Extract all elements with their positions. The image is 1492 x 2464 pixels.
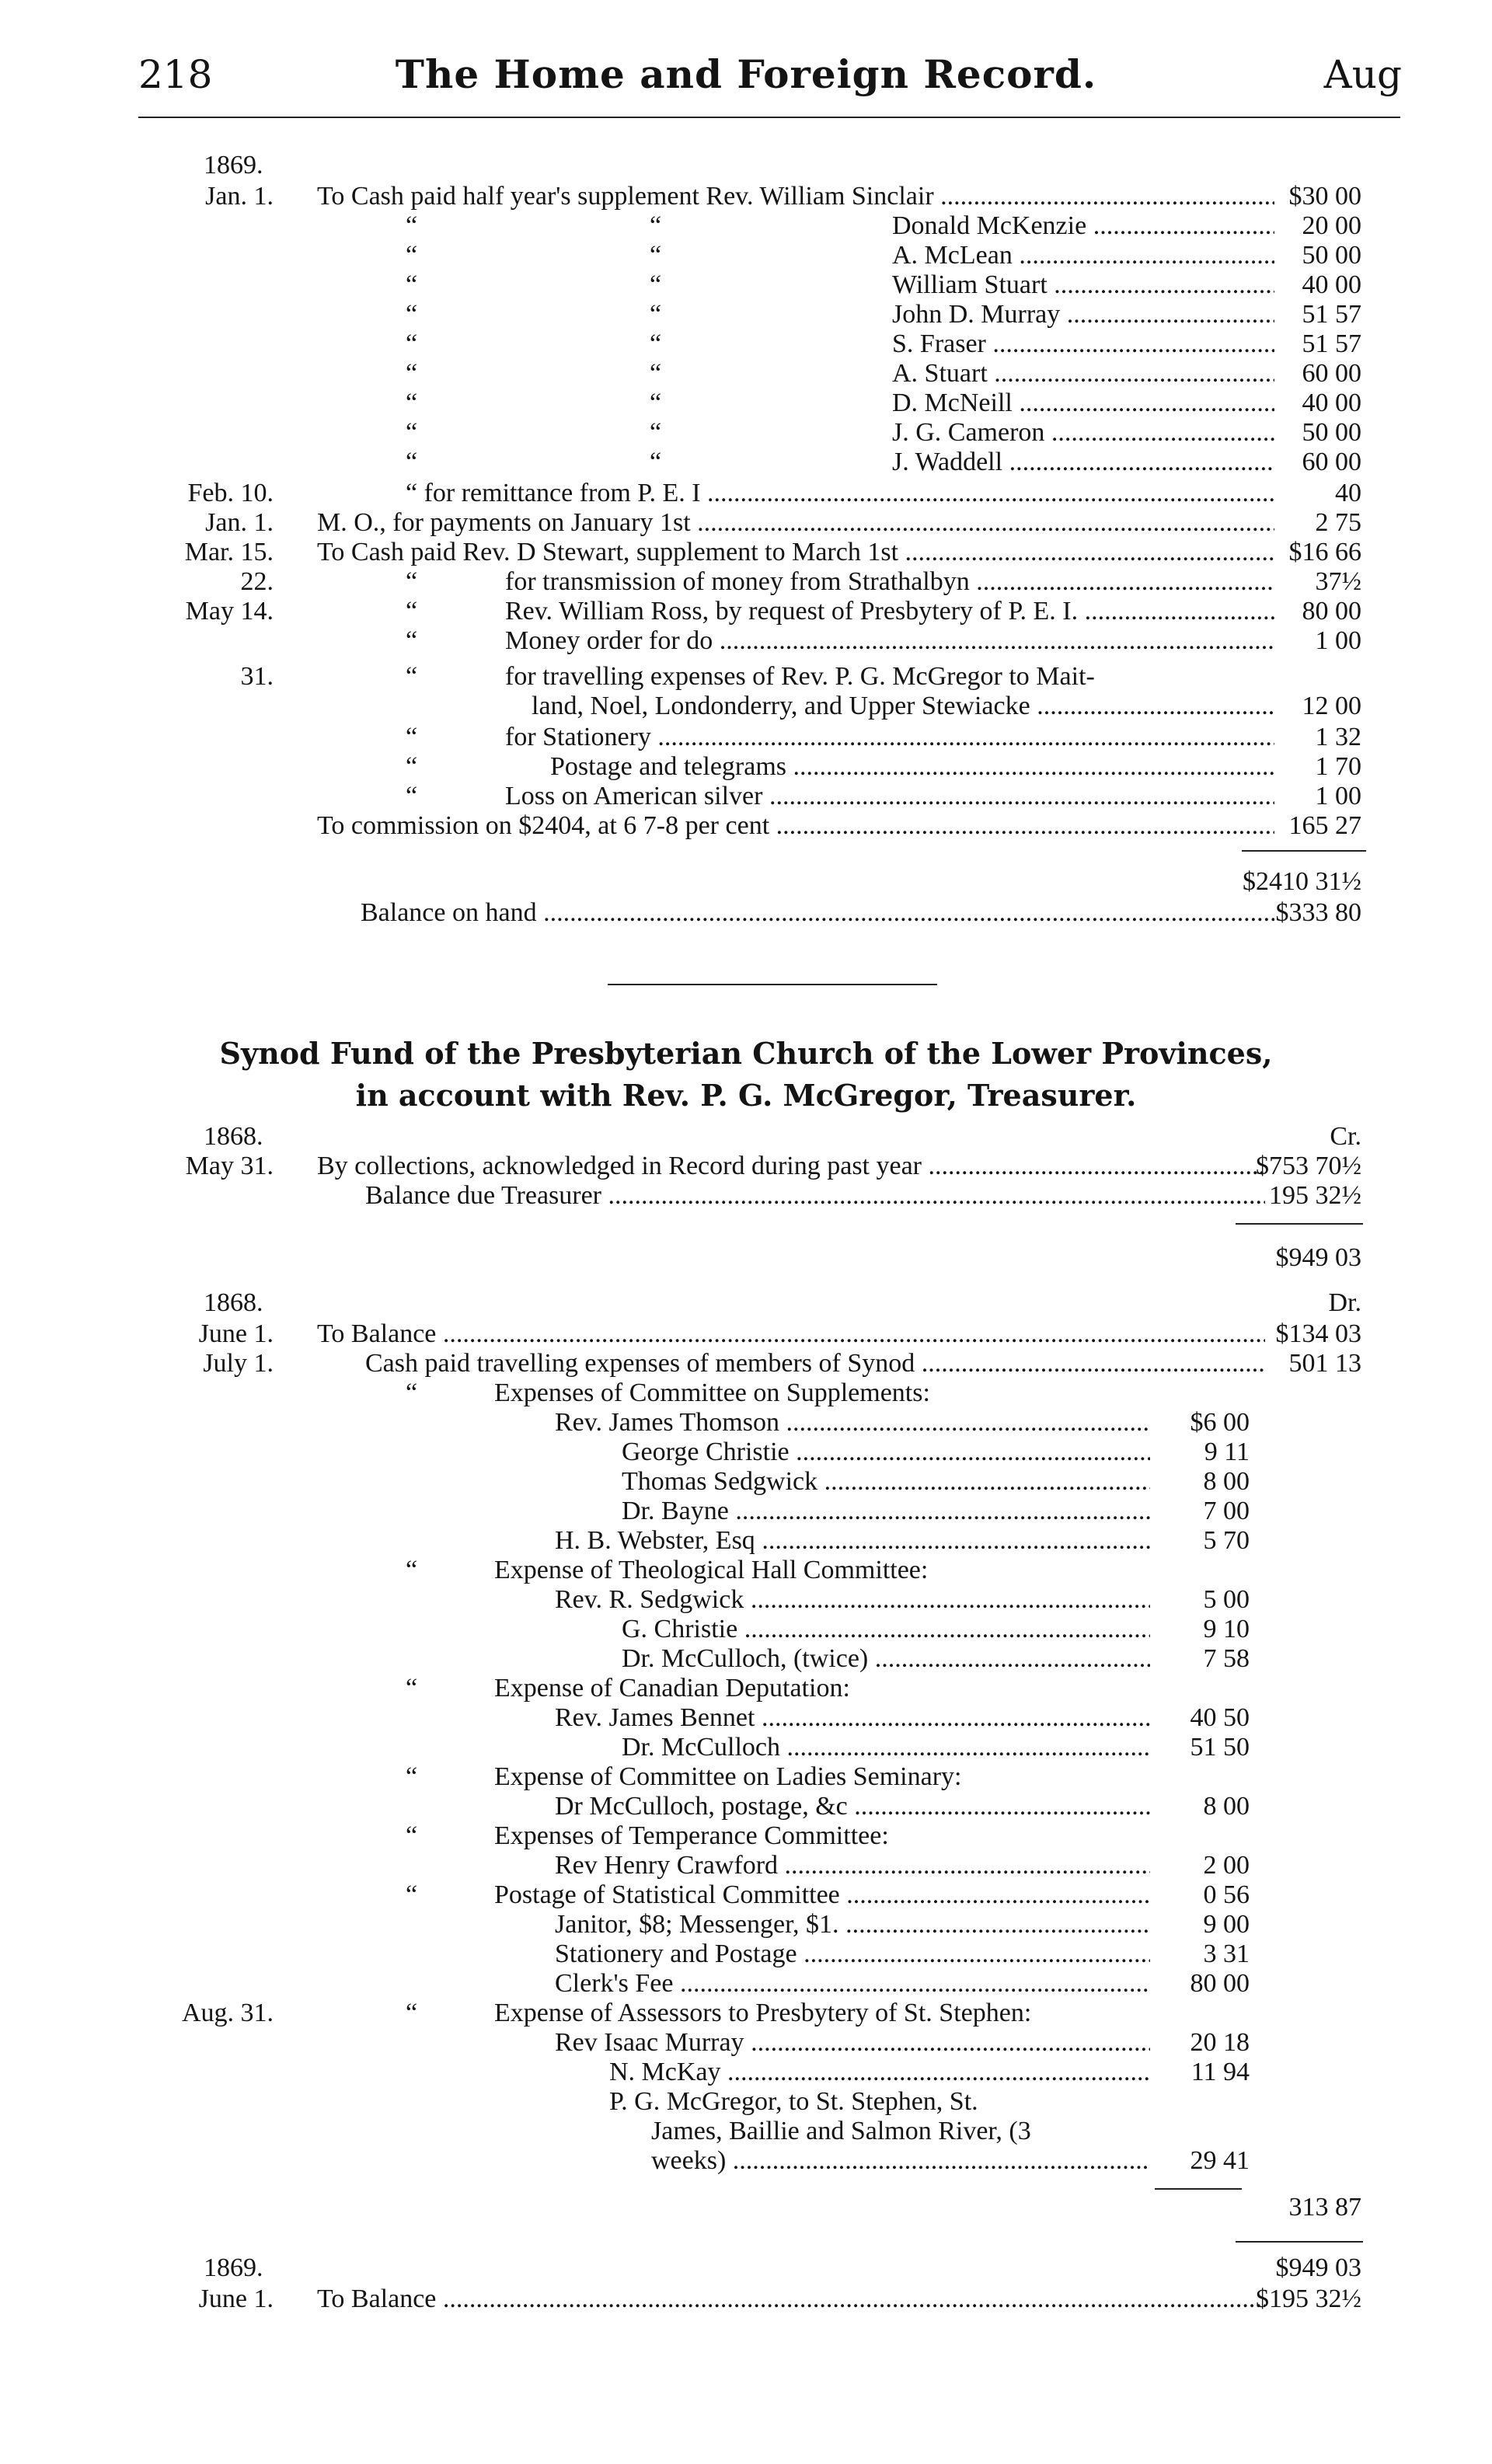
ledger-line [0, 808, 1492, 844]
ditto-mark: “ [406, 1378, 418, 1407]
entry-description: Rev. James Bennet ..... [555, 1700, 1150, 1736]
entry-description: Dr. Bayne ..... [622, 1493, 1150, 1529]
ditto-mark: “ [406, 1999, 418, 2027]
ditto-mark: “ [406, 626, 418, 655]
entry-amount: 20 00 [1302, 211, 1361, 240]
entry-description: Expenses of Temperance Committee: [494, 1821, 889, 1850]
section-title-line-2: in account with Rev. P. G. McGregor, Treasurer. [355, 1078, 1137, 1113]
ditto-mark: “ [406, 270, 418, 299]
subtotal-amount: 313 87 [1288, 2193, 1361, 2222]
page-number: 218 [138, 52, 213, 97]
entry-subamount: 20 18 [1190, 2028, 1250, 2057]
balance-amount: $333 80 [1275, 898, 1361, 927]
entry-description: To Balance ..... [317, 1316, 1265, 1352]
entry-description: G. Christie ..... [622, 1612, 1150, 1647]
entry-description: To Balance ..... [317, 2281, 1265, 2317]
entry-description: Expense of Assessors to Presbytery of St. Stephen: [494, 1999, 1032, 2027]
entry-description: James, Baillie and Salmon River, (3 [651, 2117, 1031, 2145]
entry-description: J. Waddell ..... [892, 444, 1274, 480]
entry-amount: 50 00 [1302, 418, 1361, 447]
entry-subamount: 51 50 [1190, 1733, 1250, 1762]
year-label: 1868. [204, 1288, 263, 1317]
ledger-line [0, 2143, 1492, 2179]
entry-amount: 1 70 [1315, 752, 1361, 781]
ditto-mark: “ [406, 241, 418, 270]
entry-description: Postage and telegrams ..... [550, 749, 1274, 785]
entry-subamount: 9 11 [1204, 1438, 1250, 1466]
entry-description: Expense of Committee on Ladies Seminary: [494, 1762, 962, 1791]
ditto-mark: “ [406, 448, 418, 476]
entry-amount: 501 13 [1288, 1349, 1361, 1378]
sum-rule [1236, 2241, 1363, 2243]
ditto-mark: “ [650, 211, 662, 240]
ditto-mark: “ [406, 723, 418, 751]
entry-subamount: 9 00 [1203, 1910, 1250, 1939]
section-title-line-1: Synod Fund of the Presbyterian Church of the Lower Provinces, [219, 1036, 1273, 1071]
ditto-mark: “ [406, 329, 418, 358]
ditto-mark: “ [650, 448, 662, 476]
entry-description: Expense of Theological Hall Committee: [494, 1556, 929, 1584]
closing-balance-line [0, 2281, 1492, 2317]
total-line [0, 1240, 1492, 1276]
ditto-mark: “ [650, 389, 662, 417]
ditto-mark: “ [406, 1556, 418, 1584]
entry-amount: 80 00 [1302, 597, 1361, 626]
entry-amount: $30 00 [1288, 182, 1361, 211]
entry-date: Jan. 1. [205, 508, 274, 537]
entry-subamount: 8 00 [1203, 1467, 1250, 1496]
total-amount: $949 03 [1275, 2253, 1361, 2282]
entry-description: To Cash paid half year's supplement Rev. William Sinclair ..... [317, 179, 1274, 214]
entry-subamount: 2 00 [1203, 1851, 1250, 1880]
entry-description: weeks) ..... [651, 2143, 1150, 2179]
entry-description: for transmission of money from Strathalbyn ..... [505, 564, 1274, 600]
entry-description: Money order for do ..... [505, 623, 1274, 659]
entry-description: for travelling expenses of Rev. P. G. McGregor to Mait- [505, 662, 1095, 691]
ditto-mark: “ [650, 241, 662, 270]
ditto-mark: “ [406, 1674, 418, 1702]
entry-description: To commission on $2404, at 6 7-8 per cent ..... [317, 808, 1274, 844]
ditto-mark: “ [406, 1880, 418, 1909]
entry-amount: 51 57 [1302, 329, 1361, 358]
entry-amount: 60 00 [1302, 448, 1361, 476]
ditto-mark: “ [406, 211, 418, 240]
entry-description: Donald McKenzie ..... [892, 208, 1274, 244]
entry-description: Stationery and Postage ..... [555, 1936, 1150, 1972]
entry-amount: $16 66 [1288, 538, 1361, 566]
entry-amount: 40 [1335, 479, 1361, 507]
entry-amount: 51 57 [1302, 300, 1361, 329]
ditto-mark: “ [406, 389, 418, 417]
entry-description: Thomas Sedgwick ..... [622, 1464, 1150, 1500]
entry-subamount: $6 00 [1190, 1408, 1250, 1437]
entry-description: By collections, acknowledged in Record during past year ..... [317, 1148, 1265, 1184]
ditto-mark: “ [650, 329, 662, 358]
entry-subamount: 7 58 [1203, 1644, 1250, 1673]
entry-date: May 14. [185, 597, 274, 626]
entry-amount: 40 00 [1302, 389, 1361, 417]
ditto-mark: “ [406, 1821, 418, 1850]
sum-rule [1242, 850, 1366, 852]
entry-subamount: 80 00 [1190, 1969, 1250, 1998]
ditto-mark: “ [650, 300, 662, 329]
ditto-mark: “ [406, 359, 418, 388]
sum-rule [1236, 1223, 1363, 1225]
entry-description: A. Stuart ..... [892, 356, 1274, 392]
entry-amount: 12 00 [1302, 692, 1361, 720]
entry-description: H. B. Webster, Esq ..... [555, 1523, 1150, 1559]
entry-amount: 37½ [1315, 567, 1361, 596]
section-divider [608, 984, 937, 985]
entry-subamount: 5 70 [1203, 1526, 1250, 1555]
entry-date: Aug. 31. [181, 1999, 274, 2027]
entry-date: Jan. 1. [205, 182, 274, 211]
balance-label: Balance on hand ..... [361, 895, 1274, 931]
credit-heading: Cr. [1330, 1122, 1361, 1151]
entry-description: William Stuart ..... [892, 267, 1274, 303]
entry-subamount: 9 10 [1203, 1615, 1250, 1643]
entry-amount: 50 00 [1302, 241, 1361, 270]
ditto-mark: “ [406, 300, 418, 329]
balance-line [0, 895, 1492, 931]
running-head-month: Aug [1323, 52, 1402, 97]
entry-description: Dr. McCulloch ..... [622, 1730, 1150, 1765]
ditto-mark: “ [406, 567, 418, 596]
entry-amount: 195 32½ [1269, 1181, 1361, 1210]
entry-description: Janitor, $8; Messenger, $1. ..... [555, 1907, 1150, 1943]
year-label: 1869. [204, 151, 263, 179]
entry-description: S. Fraser ..... [892, 326, 1274, 362]
entry-subamount: 40 50 [1190, 1703, 1250, 1732]
ditto-mark: “ [406, 597, 418, 626]
entry-amount: 2 75 [1315, 508, 1361, 537]
entry-subamount: 8 00 [1203, 1792, 1250, 1821]
entry-description: Rev. William Ross, by request of Presbytery of P. E. I. ..... [505, 594, 1274, 629]
entry-description: “ for remittance from P. E. I ..... [406, 476, 1274, 511]
entry-description: Clerk's Fee ..... [555, 1966, 1150, 2002]
entry-description: Loss on American silver ..... [505, 779, 1274, 814]
entry-description: Rev Isaac Murray ..... [555, 2025, 1150, 2061]
entry-description: John D. Murray ..... [892, 297, 1274, 333]
ditto-mark: “ [406, 418, 418, 447]
subtotal-line [0, 2190, 1492, 2225]
entry-amount: 1 32 [1315, 723, 1361, 751]
year-label: 1868. [204, 1122, 263, 1151]
entry-date: Mar. 15. [184, 538, 274, 566]
entry-subamount: 7 00 [1203, 1497, 1250, 1525]
entry-description: Rev. R. Sedgwick ..... [555, 1582, 1150, 1618]
entry-description: A. McLean ..... [892, 238, 1274, 274]
entry-description: land, Noel, Londonderry, and Upper Stewiacke ..... [532, 688, 1274, 724]
entry-description: Expense of Canadian Deputation: [494, 1674, 850, 1702]
entry-description: Balance due Treasurer ..... [365, 1178, 1265, 1214]
journal-title: The Home and Foreign Record. [395, 51, 1097, 97]
ditto-mark: “ [650, 270, 662, 299]
entry-date: June 1. [198, 1319, 274, 1348]
entry-description: To Cash paid Rev. D Stewart, supplement to March 1st ..... [317, 535, 1274, 570]
entry-subamount: 5 00 [1203, 1585, 1250, 1614]
header-rule [138, 117, 1400, 118]
entry-description: for Stationery ..... [505, 720, 1274, 755]
entry-date: May 31. [185, 1152, 274, 1180]
entry-description: M. O., for payments on January 1st ..... [317, 505, 1274, 541]
entry-description: J. G. Cameron ..... [892, 415, 1274, 451]
entry-description: Cash paid travelling expenses of members of Synod ..... [365, 1346, 1265, 1382]
entry-description: N. McKay ..... [609, 2054, 1150, 2090]
entry-description: Rev Henry Crawford ..... [555, 1848, 1150, 1884]
entry-amount: $753 70½ [1256, 1152, 1361, 1180]
entry-subamount: 3 31 [1203, 1939, 1250, 1968]
ditto-mark: “ [406, 782, 418, 810]
ditto-mark: “ [650, 359, 662, 388]
ditto-mark: “ [650, 418, 662, 447]
entry-description: Dr McCulloch, postage, &c ..... [555, 1789, 1150, 1824]
entry-description: Expenses of Committee on Supplements: [494, 1378, 930, 1407]
entry-subamount: 29 41 [1190, 2146, 1250, 2175]
total-amount: $2410 31½ [1243, 867, 1361, 896]
entry-description: Rev. James Thomson ..... [555, 1405, 1150, 1441]
entry-description: George Christie ..... [622, 1434, 1150, 1470]
entry-amount: 40 00 [1302, 270, 1361, 299]
entry-amount: 1 00 [1315, 626, 1361, 655]
entry-amount: $195 32½ [1256, 2285, 1361, 2313]
ledger-line [0, 623, 1492, 659]
entry-description: Postage of Statistical Committee ..... [494, 1877, 1150, 1913]
entry-amount: 60 00 [1302, 359, 1361, 388]
entry-description: Dr. McCulloch, (twice) ..... [622, 1641, 1150, 1677]
ledger-line [0, 1178, 1492, 1214]
entry-subamount: 11 94 [1190, 2058, 1250, 2086]
entry-date: June 1. [198, 2285, 274, 2313]
ditto-mark: “ [406, 662, 418, 691]
ditto-mark: “ [406, 752, 418, 781]
year-label: 1869. [204, 2253, 263, 2282]
entry-amount: $134 03 [1275, 1319, 1361, 1348]
entry-date: 31. [240, 662, 274, 691]
debit-heading: Dr. [1328, 1288, 1361, 1317]
entry-amount: 165 27 [1288, 811, 1361, 840]
entry-subamount: 0 56 [1203, 1880, 1250, 1909]
entry-date: Feb. 10. [187, 479, 274, 507]
ditto-mark: “ [406, 1762, 418, 1791]
entry-amount: 1 00 [1315, 782, 1361, 810]
total-amount: $949 03 [1275, 1243, 1361, 1272]
entry-description: P. G. McGregor, to St. Stephen, St. [609, 2087, 978, 2116]
entry-date: 22. [240, 567, 274, 596]
entry-date: July 1. [203, 1349, 274, 1378]
entry-description: D. McNeill ..... [892, 385, 1274, 421]
